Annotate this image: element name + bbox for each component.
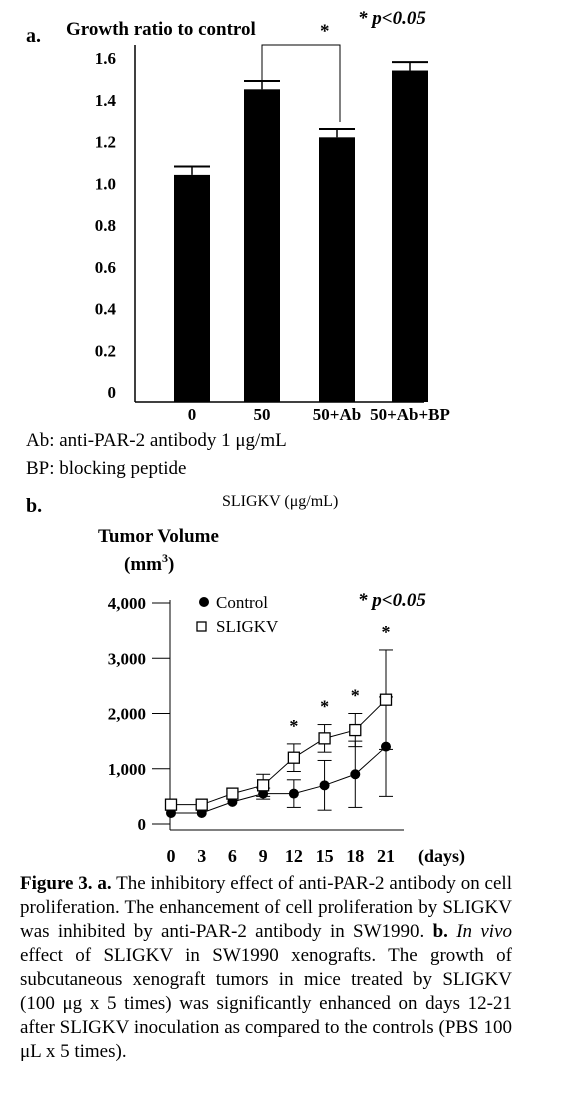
chart-a-significance-note: * p<0.05 [358, 8, 426, 29]
legend-sligkv-label: SLIGKV [216, 617, 279, 636]
caption-part-b-italic: In vivo [456, 921, 513, 942]
x-tick-label: 9 [258, 846, 268, 866]
legend-control-marker [199, 597, 209, 607]
bar-chart-growth-ratio [0, 0, 576, 490]
bar [392, 71, 428, 402]
data-point-sligkv [227, 788, 238, 799]
panel-label-b: b. [26, 495, 43, 517]
data-point-sligkv [288, 752, 299, 763]
caption-part-a-label: a. [97, 873, 112, 894]
data-point-sligkv [381, 694, 392, 705]
x-tick-label: 50+Ab+BP [370, 405, 450, 424]
significance-marker: * [289, 715, 299, 736]
data-point-sligkv [166, 799, 177, 810]
line-chart-tumor-volume [0, 490, 576, 870]
x-tick-label: 21 [377, 846, 395, 866]
series-line [171, 700, 386, 805]
y-tick-label: 1.0 [94, 174, 116, 194]
y-tick-label: 0.2 [94, 341, 116, 361]
y-tick-label: 1.2 [94, 132, 116, 152]
x-tick-label: 12 [284, 846, 303, 866]
legend-sligkv-marker [197, 622, 206, 631]
chart-b-ylabel-line1: Tumor Volume [98, 526, 219, 547]
y-tick-label: 4,000 [107, 594, 146, 613]
y-tick-label: 0 [137, 815, 146, 834]
x-tick-label: 0 [166, 846, 176, 866]
y-tick-label: 0.4 [94, 299, 116, 319]
y-tick-label: 0 [107, 383, 116, 402]
data-point-sligkv [319, 733, 330, 744]
bar [319, 137, 355, 402]
x-tick-label: 50+Ab [312, 405, 362, 424]
x-tick-label: 6 [227, 846, 237, 866]
y-tick-label: 1.4 [94, 90, 116, 110]
bar [244, 89, 280, 402]
caption-part-b-text: effect of SLIGKV in SW1990 xenografts. The growth of subcutaneous xenograft tumors in mice treated by SLIGKV (100 μg x 5 times) was significantly enhanced on days 12-21 after SLIGKV inoculation as compared to the controls (PBS 100 μL x 5 times). [20, 945, 512, 1062]
data-point-sligkv [196, 799, 207, 810]
chart-a-title: Growth ratio to control [66, 19, 256, 40]
data-point-control [320, 780, 330, 790]
figure-caption [20, 872, 512, 1064]
chart-b-xlabel-sligkv: SLIGKV (μg/mL) [222, 493, 339, 510]
x-tick-label: 18 [346, 846, 365, 866]
x-tick-label: 3 [197, 846, 207, 866]
caption-figure-label: Figure 3. [20, 873, 93, 894]
y-tick-label: 2,000 [107, 704, 146, 724]
chart-a-footnote-ab: Ab: anti-PAR-2 antibody 1 μg/mL [26, 430, 287, 451]
chart-b-ylabel-line2: $(mm^3)$ [124, 551, 175, 575]
data-point-sligkv [258, 780, 269, 791]
y-tick-label: 0.6 [94, 257, 116, 277]
x-tick-label: 50 [253, 405, 271, 424]
significance-marker: * [350, 685, 360, 706]
x-tick-label: 0 [187, 405, 197, 424]
data-point-control [350, 769, 360, 779]
x-tick-label: 15 [315, 846, 334, 866]
data-point-control [289, 789, 299, 799]
panel-label-a: a. [26, 25, 41, 47]
data-point-control [381, 742, 391, 752]
chart-b-xunit: (days) [418, 846, 466, 866]
bar [174, 175, 210, 402]
chart-a-footnote-bp: BP: blocking peptide [26, 458, 187, 479]
y-tick-label: 0.8 [94, 216, 116, 235]
caption-part-b-label: b. [432, 921, 448, 942]
legend-control-label: Control [216, 593, 268, 612]
y-tick-label: 1.6 [94, 49, 116, 68]
chart-b-significance-note: * p<0.05 [358, 590, 426, 611]
y-tick-label: 1,000 [107, 759, 146, 779]
chart-a-significance-marker: * [320, 21, 330, 42]
data-point-sligkv [350, 725, 361, 736]
significance-marker: * [320, 696, 330, 717]
caption-part-a-text: The inhibitory effect of anti-PAR-2 antibody on cell proliferation. The enhancement of cell proliferation by SLIGKV was inhibited by anti-PAR-2 antibody in SW1990. [20, 873, 512, 942]
significance-marker: * [381, 621, 391, 642]
y-tick-label: 3,000 [107, 649, 146, 669]
